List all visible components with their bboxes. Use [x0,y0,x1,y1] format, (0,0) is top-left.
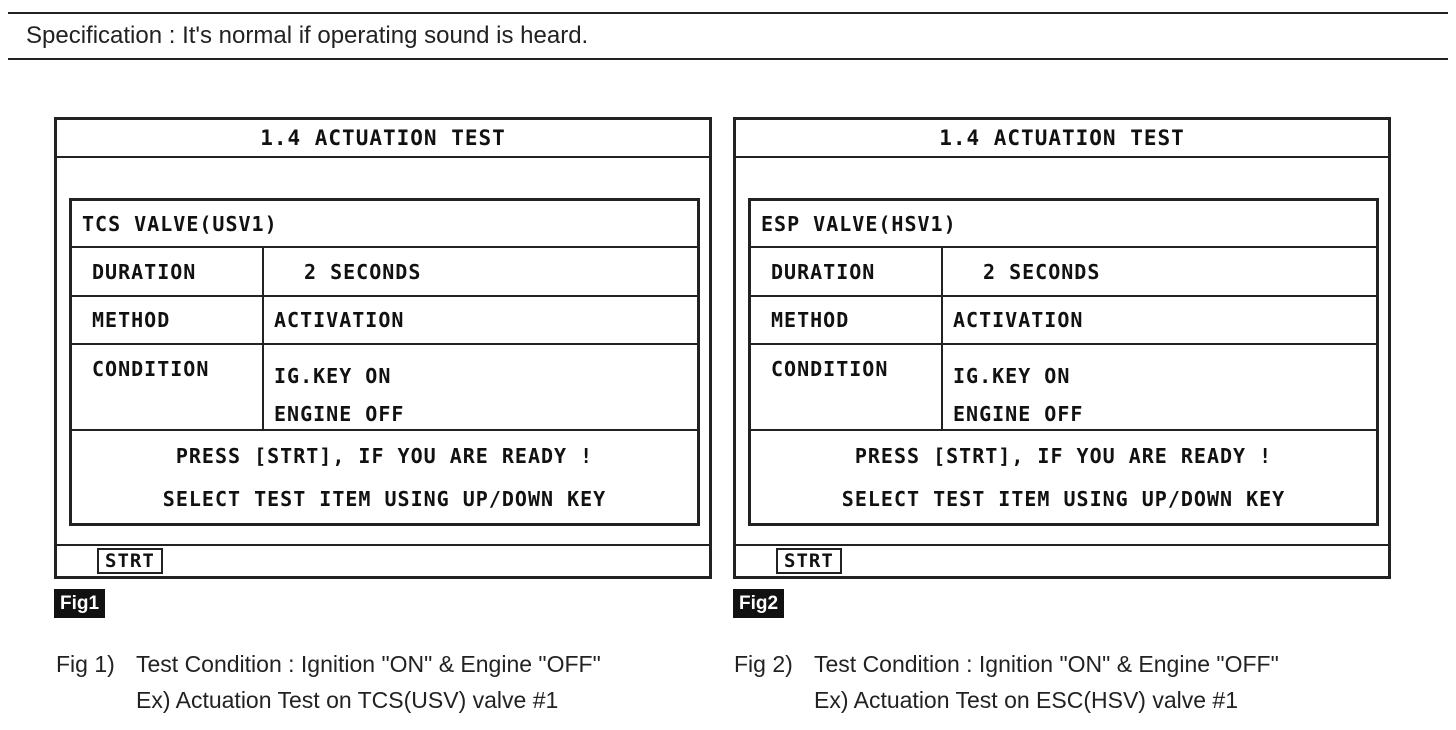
prompt-line-1: PRESS [STRT], IF YOU ARE READY ! [854,444,1273,468]
prompt-line-2: SELECT TEST ITEM USING UP/DOWN KEY [162,487,607,511]
test-info-table [69,198,700,526]
figure-caption [734,646,1279,718]
prompt-row [751,431,1376,523]
condition-line-2: ENGINE OFF [953,402,1084,426]
condition-line-2: ENGINE OFF [274,402,405,426]
actuation-test-screen-2 [733,117,1391,579]
screen-title: 1.4 ACTUATION TEST [57,120,709,158]
condition-line-1: IG.KEY ON [274,364,392,388]
specification-text: Specification : It's normal if operating sound is heard. [26,22,589,49]
method-row [72,297,697,345]
screen-title: 1.4 ACTUATION TEST [736,120,1388,158]
softkey-bar [736,544,1388,576]
duration-row [751,248,1376,297]
figure-caption [56,646,601,718]
method-label: METHOD [751,297,943,343]
duration-label: DURATION [751,248,943,295]
fig-label: Fig2 [733,589,784,618]
condition-row [751,345,1376,431]
softkey-bar [57,544,709,576]
spec-bottom-rule [8,58,1448,60]
test-item-row[interactable]: TCS VALVE(USV1) [72,201,697,248]
caption-line-1: Test Condition : Ignition "ON" & Engine "OFF" [136,651,601,677]
caption-line-2: Ex) Actuation Test on ESC(HSV) valve #1 [814,687,1238,713]
method-value: ACTIVATION [274,308,405,332]
prompt-row [72,431,697,523]
fig-label: Fig1 [54,589,105,618]
duration-value: 2 SECONDS [983,259,1101,284]
duration-row [72,248,697,297]
prompt-line-1: PRESS [STRT], IF YOU ARE READY ! [175,444,594,468]
test-item-row[interactable]: ESP VALVE(HSV1) [751,201,1376,248]
condition-label: CONDITION [72,345,264,429]
condition-line-1: IG.KEY ON [953,364,1071,388]
condition-label: CONDITION [751,345,943,429]
condition-row [72,345,697,431]
method-row [751,297,1376,345]
duration-value: 2 SECONDS [304,259,422,284]
method-label: METHOD [72,297,264,343]
test-info-table [748,198,1379,526]
method-value: ACTIVATION [953,308,1084,332]
spec-top-rule [8,12,1448,14]
condition-value [943,345,1376,429]
duration-label: DURATION [72,248,264,295]
start-button[interactable]: STRT [776,548,842,574]
actuation-test-screen-1 [54,117,712,579]
condition-value [264,345,697,429]
caption-line-1: Test Condition : Ignition "ON" & Engine "OFF" [814,651,1279,677]
caption-prefix: Fig 1) [56,651,115,677]
caption-prefix: Fig 2) [734,651,793,677]
prompt-line-2: SELECT TEST ITEM USING UP/DOWN KEY [841,487,1286,511]
start-button[interactable]: STRT [97,548,163,574]
caption-line-2: Ex) Actuation Test on TCS(USV) valve #1 [136,687,559,713]
